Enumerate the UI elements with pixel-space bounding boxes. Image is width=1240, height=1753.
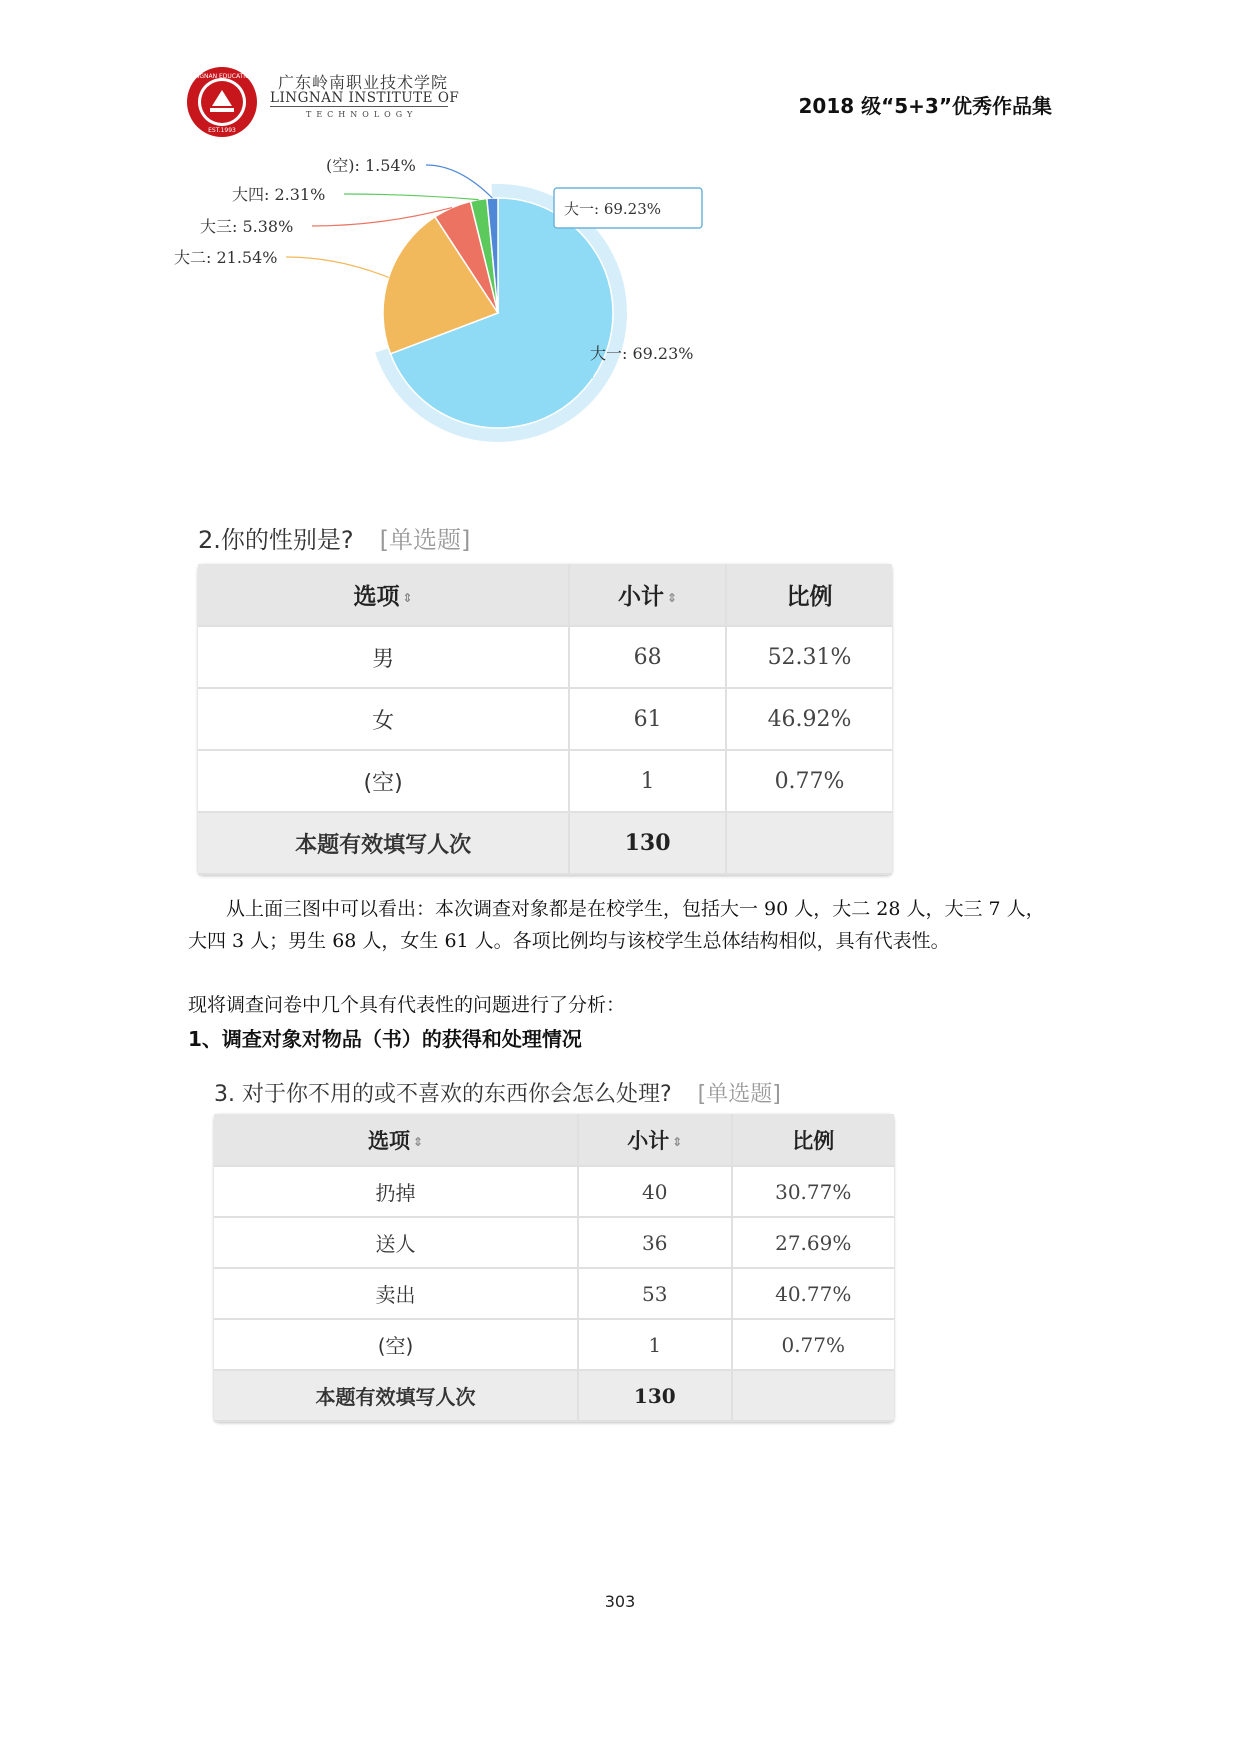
pie-tooltip-text: 大一: 69.23% — [564, 200, 662, 218]
header-option-label: 选项 — [353, 584, 400, 610]
pie-leader-line-5 — [426, 165, 492, 198]
question-2-type: [单选题] — [379, 526, 471, 554]
question-2-title — [198, 520, 470, 555]
institution-name-cn: 广东岭南职业技术学院 — [278, 73, 449, 92]
table-row — [214, 1218, 894, 1269]
ratio-cell: 52.31% — [727, 627, 892, 689]
sort-icon[interactable]: ⇕ — [413, 1134, 424, 1149]
option-cell: (空) — [214, 1320, 579, 1371]
table-total-row — [214, 1371, 894, 1422]
pie-label-1: 大一: 69.23% — [590, 344, 694, 363]
table-row — [198, 689, 892, 751]
sort-icon[interactable]: ⇕ — [667, 590, 678, 605]
count-cell: 1 — [579, 1320, 732, 1371]
total-count: 130 — [579, 1371, 732, 1422]
count-cell: 36 — [579, 1218, 732, 1269]
pie-label-2: 大二: 21.54% — [174, 248, 278, 267]
institution-name-en-line2: TECHNOLOGY — [306, 110, 418, 119]
table-header-row — [214, 1114, 894, 1167]
sort-icon[interactable]: ⇕ — [402, 590, 413, 605]
option-cell: (空) — [198, 751, 570, 813]
option-cell: 男 — [198, 627, 570, 689]
ratio-cell: 0.77% — [733, 1320, 895, 1371]
ratio-cell: 30.77% — [733, 1167, 895, 1218]
sort-icon[interactable]: ⇕ — [672, 1134, 683, 1149]
question-3-text: 3. 对于你不用的或不喜欢的东西你会怎么处理? — [214, 1082, 672, 1107]
header-ratio: 比例 — [727, 564, 892, 627]
total-label: 本题有效填写人次 — [214, 1371, 579, 1422]
table-row — [214, 1269, 894, 1320]
page-number: 303 — [604, 1592, 636, 1611]
header-count-label: 小计 — [618, 584, 665, 610]
grade-pie-chart — [174, 156, 820, 428]
header-count-label: 小计 — [627, 1128, 670, 1153]
header-ratio: 比例 — [733, 1114, 895, 1167]
disposal-table — [214, 1114, 894, 1422]
section-heading: 1、调查对象对物品（书）的获得和处理情况 — [188, 1027, 582, 1051]
option-cell: 女 — [198, 689, 570, 751]
institution-logo — [186, 66, 258, 138]
count-cell: 40 — [579, 1167, 732, 1218]
question-3-type: [单选题] — [697, 1082, 781, 1107]
header-divider — [270, 106, 448, 107]
table-row — [198, 751, 892, 813]
table-row — [214, 1320, 894, 1371]
intro-paragraph: 现将调查问卷中几个具有代表性的问题进行了分析： — [188, 994, 626, 1016]
logo-text-top: LINGNAN EDUCATION — [189, 73, 255, 80]
total-ratio-empty — [733, 1371, 895, 1422]
option-cell: 卖出 — [214, 1269, 579, 1320]
gender-table — [198, 564, 892, 875]
header-option[interactable] — [214, 1114, 579, 1167]
ratio-cell: 46.92% — [727, 689, 892, 751]
logo-text-bottom: EST.1993 — [208, 127, 236, 134]
header-count[interactable] — [570, 564, 727, 627]
table-row — [198, 627, 892, 689]
count-cell: 61 — [570, 689, 727, 751]
analysis-paragraph: 从上面三图中可以看出：本次调查对象都是在校学生，包括大一 90 人，大二 28 人，大三 7 人，大四 3 人；男生 68 人，女生 61 人。各项比例均与该校学生总体结构相似，具有代表性。 — [188, 898, 1045, 952]
header-count[interactable] — [579, 1114, 732, 1167]
institution-name-en: LINGNAN INSTITUTE OF — [270, 90, 460, 106]
question-3-title — [214, 1077, 781, 1108]
pie-leader-line-2 — [286, 257, 389, 277]
ratio-cell: 40.77% — [733, 1269, 895, 1320]
count-cell: 68 — [570, 627, 727, 689]
table-total-row — [198, 813, 892, 875]
ratio-cell: 0.77% — [727, 751, 892, 813]
table-row — [214, 1167, 894, 1218]
total-ratio-empty — [727, 813, 892, 875]
question-2-text: 2.你的性别是? — [198, 526, 354, 554]
header-option-label: 选项 — [368, 1128, 410, 1153]
ratio-cell: 27.69% — [733, 1218, 895, 1269]
count-cell: 53 — [579, 1269, 732, 1320]
option-cell: 送人 — [214, 1218, 579, 1269]
total-label: 本题有效填写人次 — [198, 813, 570, 875]
count-cell: 1 — [570, 751, 727, 813]
pie-label-5: (空): 1.54% — [326, 156, 416, 175]
pie-label-3: 大三: 5.38% — [200, 217, 294, 236]
pie-label-4: 大四: 2.31% — [232, 185, 326, 204]
option-cell: 扔掉 — [214, 1167, 579, 1218]
table-header-row — [198, 564, 892, 627]
pie-leader-line-4 — [344, 194, 479, 200]
collection-title: 2018 级“5+3”优秀作品集 — [798, 94, 1052, 118]
total-count: 130 — [570, 813, 727, 875]
header-option[interactable] — [198, 564, 570, 627]
